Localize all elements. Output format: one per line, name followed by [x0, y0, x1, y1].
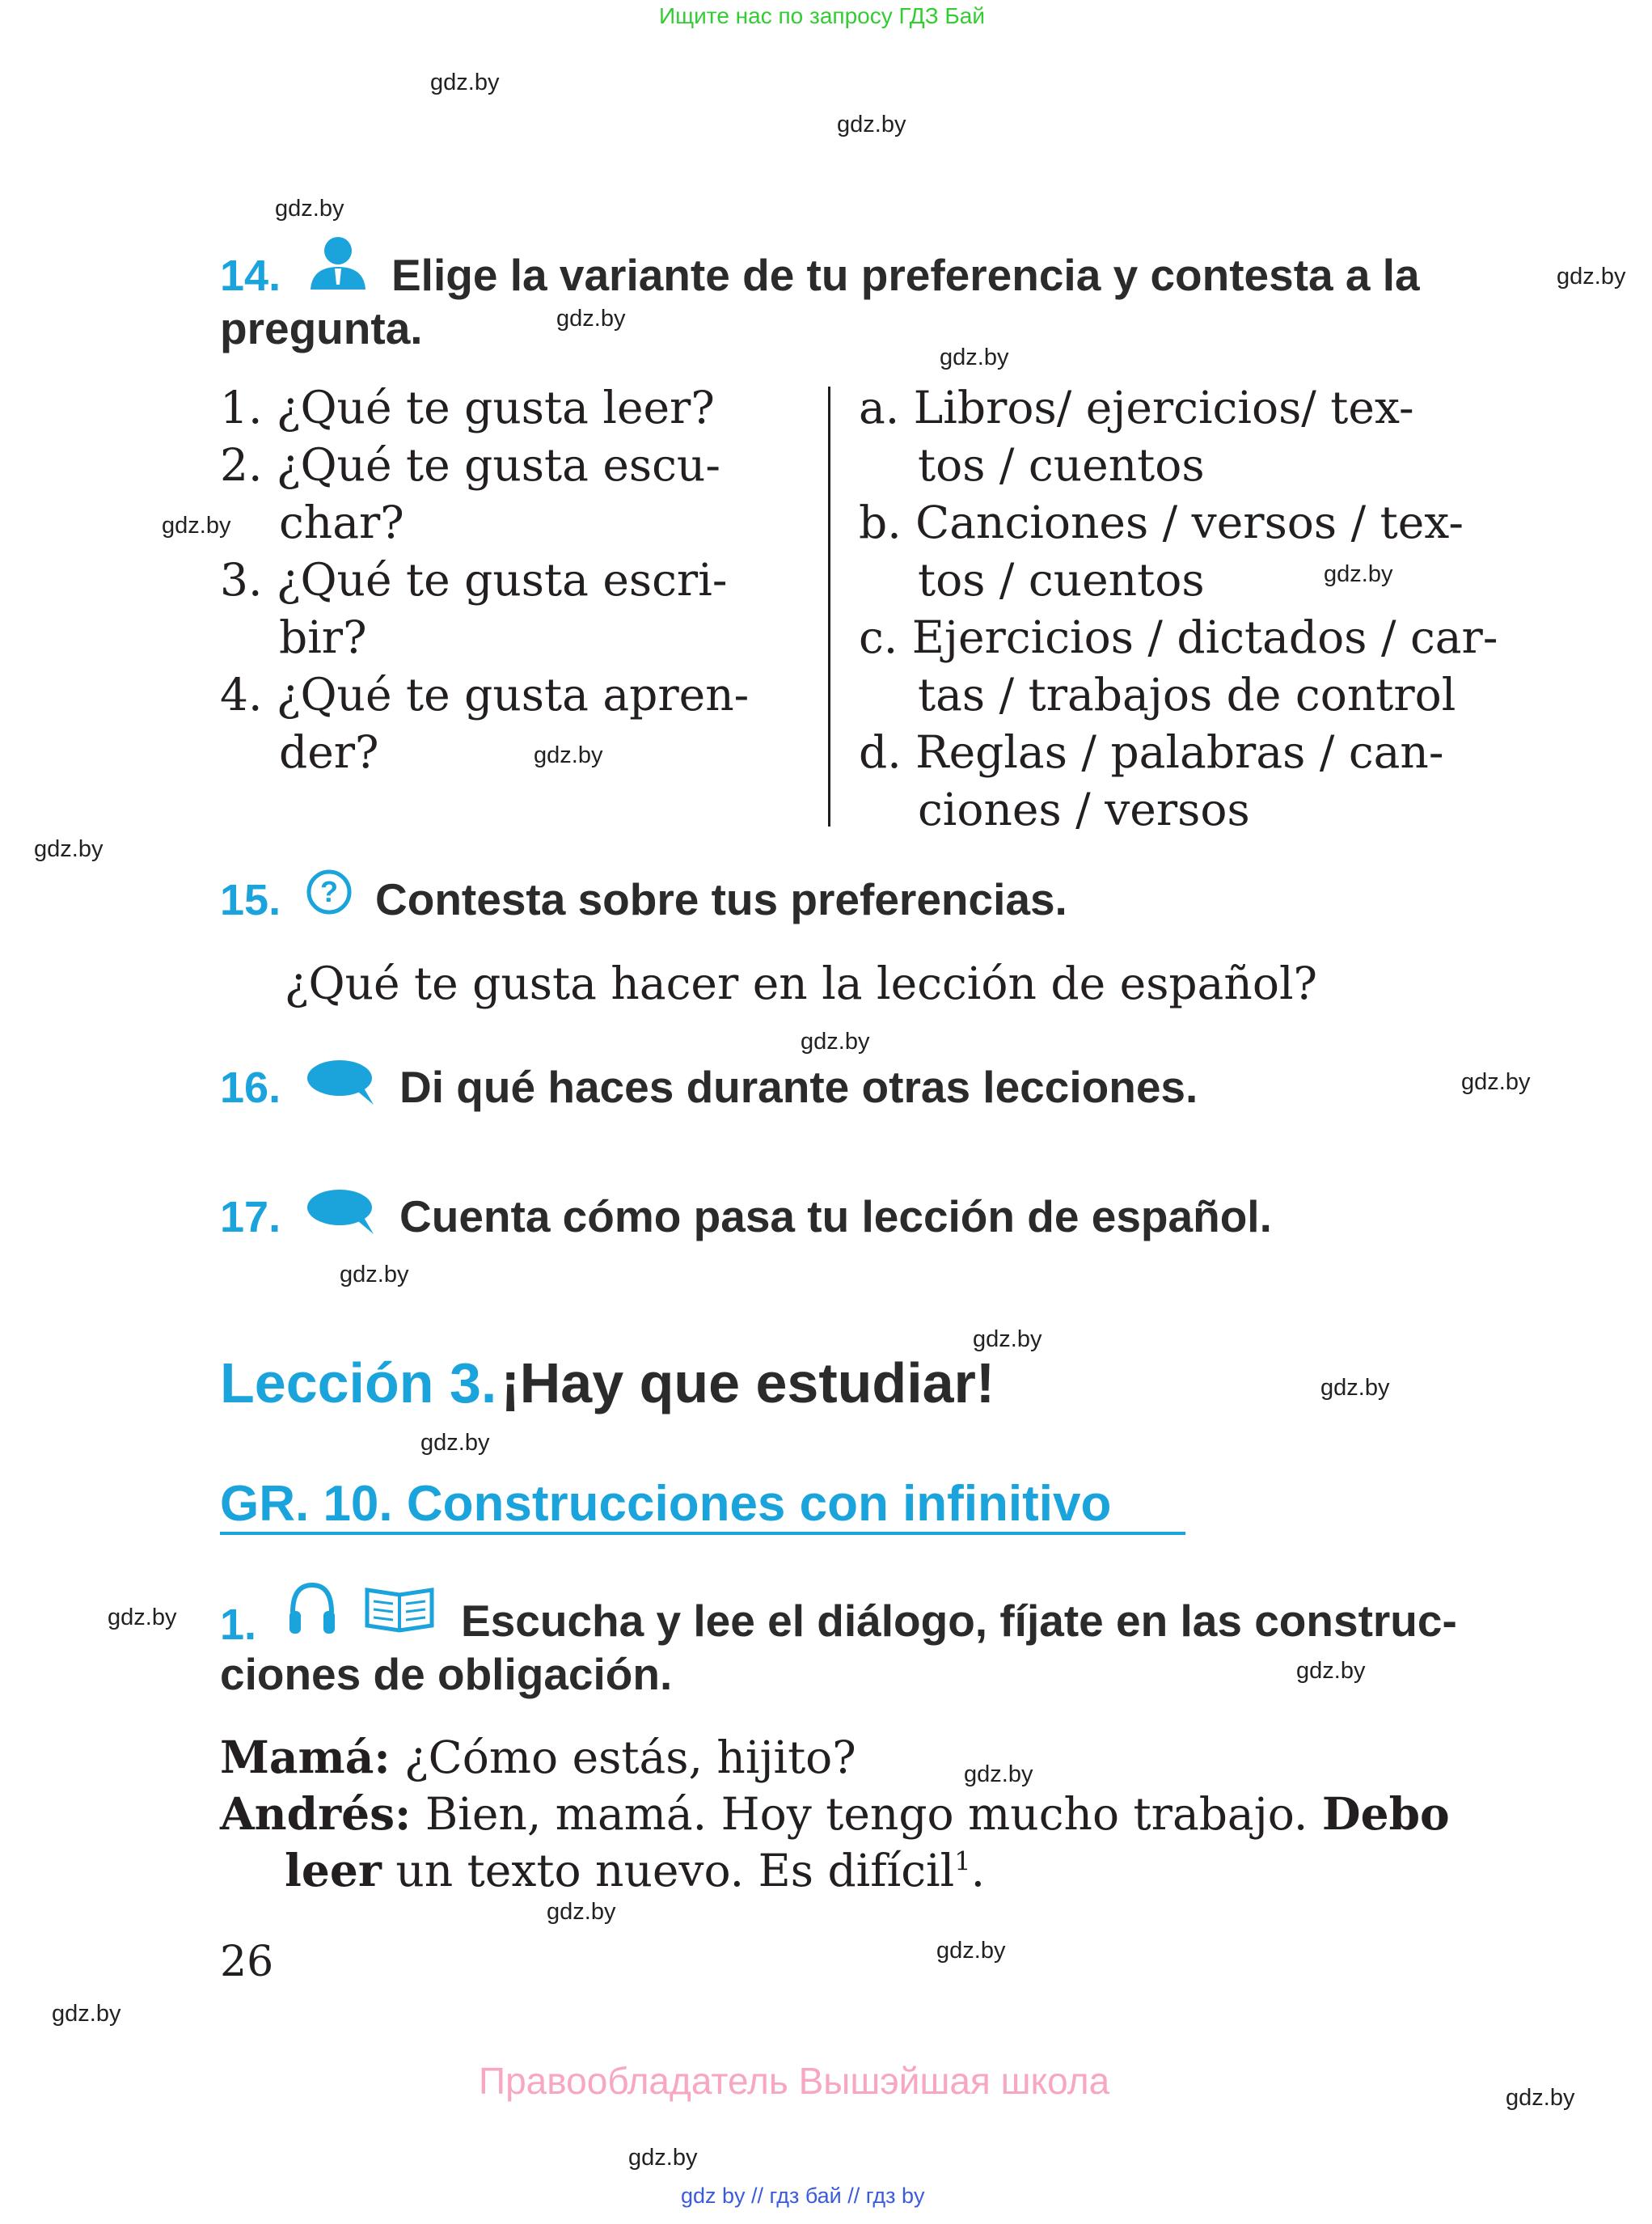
copyright-owner-note: Правообладатель Вышэйшая школа — [479, 2060, 1110, 2102]
dialogue-line — [220, 1731, 856, 1783]
watermark: gdz.by — [340, 1262, 409, 1287]
question-icon — [306, 869, 353, 915]
exercise-16-title: Di qué haces durante otras lecciones. — [399, 1062, 1198, 1112]
question-item: char? — [279, 497, 404, 548]
watermark: gdz.by — [940, 345, 1009, 370]
question-item: 2. ¿Qué te gusta escu- — [220, 439, 720, 491]
dialogue-text: ¿Cómo estás, hijito? — [390, 1731, 856, 1783]
option-item: a. Libros/ ejercicios/ tex- — [859, 382, 1414, 433]
option-item: ciones / versos — [918, 784, 1250, 835]
watermark: gdz.by — [547, 1899, 616, 1925]
person-icon — [307, 235, 369, 291]
exercise-14-number: 14. — [220, 252, 281, 300]
headphones-icon — [286, 1580, 338, 1638]
bottom-links-note: gdz by // гдз бай // гдз by — [681, 2184, 925, 2208]
option-item: tos / cuentos — [918, 554, 1205, 606]
exercise-17-number: 17. — [220, 1193, 281, 1241]
option-item: tas / trabajos de control — [918, 669, 1456, 721]
exercise-17-title: Cuenta cómo pasa tu lección de español. — [399, 1191, 1272, 1241]
watermark: gdz.by — [1324, 561, 1393, 587]
book-icon — [362, 1583, 437, 1635]
question-item: 1. ¿Qué te gusta leer? — [220, 382, 715, 433]
grammar-heading: GR. 10. Construcciones con infinitivo — [220, 1476, 1112, 1532]
watermark: gdz.by — [1557, 264, 1626, 290]
watermark: gdz.by — [420, 1430, 490, 1456]
watermark: gdz.by — [801, 1029, 870, 1055]
option-item: d. Reglas / palabras / can- — [859, 726, 1444, 778]
watermark: gdz.by — [52, 2001, 121, 2027]
lesson-number: Lección 3. — [220, 1351, 497, 1414]
lesson-title: ¡Hay que estudiar! — [501, 1351, 995, 1414]
speaker-name: Andrés: — [220, 1787, 412, 1840]
option-item: c. Ejercicios / dictados / car- — [859, 611, 1498, 663]
page-number: 26 — [220, 1938, 274, 1986]
watermark: gdz.by — [1506, 2085, 1575, 2111]
grammar-underline — [220, 1532, 1185, 1535]
option-item: tos / cuentos — [918, 439, 1205, 491]
exercise-14-title-cont: pregunta. — [220, 303, 423, 353]
dialogue-line-cont — [285, 1844, 985, 1896]
lesson-heading — [220, 1351, 995, 1415]
watermark: gdz.by — [973, 1326, 1042, 1352]
dialogue-bold-word: leer — [285, 1844, 382, 1896]
watermark: gdz.by — [430, 70, 500, 95]
footnote-marker: 1 — [954, 1846, 971, 1877]
column-divider — [828, 387, 830, 827]
watermark: gdz.by — [108, 1605, 177, 1630]
dialogue-text: Bien, mamá. Hoy tengo mucho trabajo. — [411, 1788, 1322, 1840]
exercise-14-title: Elige la variante de tu preferencia y contesta a la — [391, 250, 1420, 300]
watermark: gdz.by — [162, 513, 231, 539]
watermark: gdz.by — [275, 196, 344, 222]
watermark: gdz.by — [556, 306, 626, 332]
watermark: gdz.by — [1296, 1658, 1366, 1684]
question-item: 4. ¿Qué te gusta apren- — [220, 669, 750, 721]
watermark: gdz.by — [628, 2145, 698, 2171]
dialogue-text: un texto nuevo. Es difícil — [381, 1845, 955, 1896]
dialogue-text-end: . — [970, 1845, 986, 1896]
exercise-16-number: 16. — [220, 1063, 281, 1112]
watermark: gdz.by — [34, 836, 104, 862]
watermark: gdz.by — [837, 112, 906, 137]
dialogue-line — [220, 1787, 1450, 1840]
speaker-name: Mamá: — [220, 1731, 391, 1783]
question-item: bir? — [279, 611, 367, 663]
exercise-15-number: 15. — [220, 876, 281, 924]
question-item: der? — [279, 726, 379, 778]
watermark: gdz.by — [1461, 1069, 1531, 1095]
exercise-1-title-cont: ciones de obligación. — [220, 1649, 673, 1699]
watermark: gdz.by — [936, 1938, 1006, 1964]
watermark: gdz.by — [534, 742, 603, 768]
exercise-15-title: Contesta sobre tus preferencias. — [375, 874, 1067, 924]
exercise-1-title: Escucha y lee el diálogo, fíjate en las construc- — [461, 1596, 1457, 1646]
top-search-note: Ищите нас по запросу ГДЗ Бай — [659, 3, 986, 28]
svg-text:?: ? — [320, 875, 338, 908]
dialogue-bold-word: Debo — [1321, 1787, 1450, 1840]
speech-bubble-icon — [306, 1187, 377, 1237]
watermark: gdz.by — [1320, 1375, 1390, 1401]
question-item: 3. ¿Qué te gusta escri- — [220, 554, 728, 606]
exercise-15-question: ¿Qué te gusta hacer en la lección de español? — [285, 958, 1318, 1009]
speech-bubble-icon — [306, 1058, 377, 1108]
watermark: gdz.by — [964, 1761, 1033, 1787]
option-item: b. Canciones / versos / tex- — [859, 497, 1464, 548]
exercise-1-number: 1. — [220, 1600, 257, 1649]
